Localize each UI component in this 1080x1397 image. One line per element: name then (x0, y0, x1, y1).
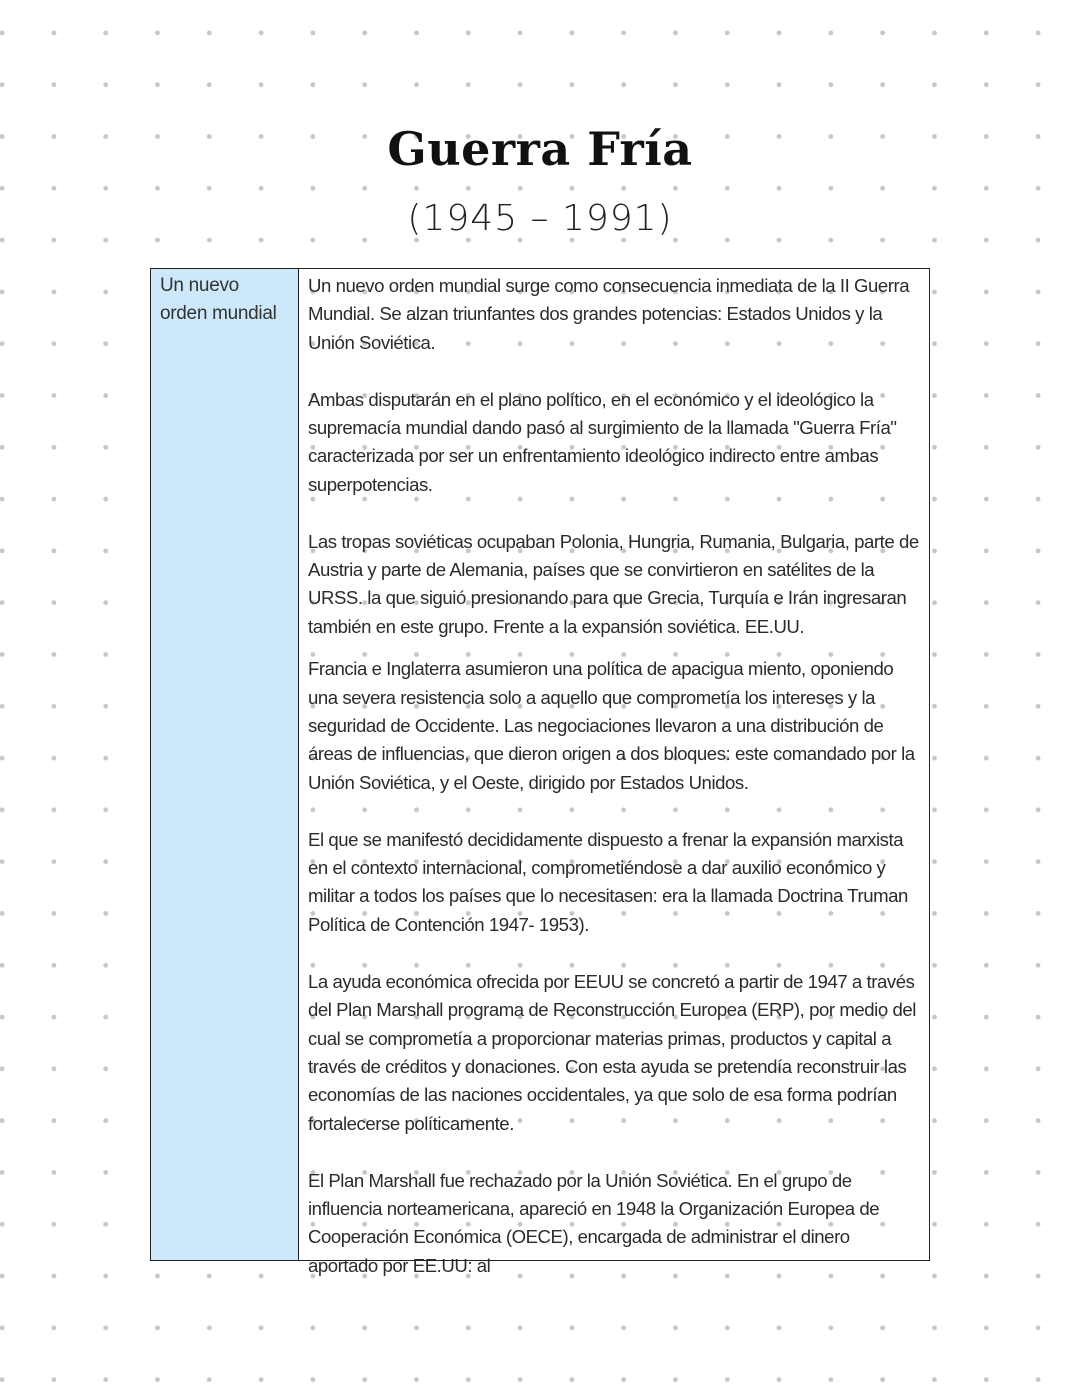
topic-cell: Un nuevo orden mundial (151, 269, 299, 1260)
page-title: Guerra Fría (387, 122, 693, 176)
paragraph-doctrina-truman: El que se manifestó decididamente dispuesto a frenar la expansión marxista en el contexto internacional, comprometiéndose a dar auxilio económico y militar a todos los países que lo necesitasen: era la llamada Doctrina Truman Política de Contención 1947- 1953). (308, 828, 908, 935)
content-cell (299, 269, 929, 1276)
paragraph-guerra-fria: Ambas disputarán en el plano político, en el económico y el ideológico la supremacía mundial dando pasó al surgimiento de la llamada "Guerra Fría" caracterizada por ser un enfrentamiento ideológico indirecto entre ambas superpotencias. (308, 388, 897, 495)
notes-table (150, 268, 930, 1276)
date-range: (1945 – 1991) (407, 198, 673, 239)
paragraph-intro: Un nuevo orden mundial surge como consecuencia inmediata de la II Guerra Mundial. Se alzan triunfantes dos grandes potencias: Estados Unidos y la Unión Soviética. (308, 275, 910, 353)
paragraph-plan-marshall: La ayuda económica ofrecida por EEUU se concretó a partir de 1947 a través del Plan Marshall programa de Reconstrucción Europea (ERP), por medio del cual se comprometía a proporcionar materias primas, productos y capital a través de créditos y donaciones. Con esta ayuda se pretendía reconstruir las economías de las naciones occidentales, ya que solo de esa forma podrían fortalecerse políticamente. (308, 970, 916, 1134)
paragraph-oece: El Plan Marshall fue rechazado por la Unión Soviética. En el grupo de influencia norteamericana, apareció en 1948 la Organización Europea de Cooperación Económica (OECE), encargada de administrar el dinero aportado por EE.UU: al (308, 1169, 880, 1276)
paragraph-tropas-sovieticas: Las tropas soviéticas ocupaban Polonia, Hungria, Rumania, Bulgaria, parte de Austria y parte de Alemania, países que se convirtieron en satélites de la URSS. la que siguió presionando para que Grecia, Turquía e Irán ingresaran también en este grupo. Frente a la expansión soviética. EE.UU. (308, 530, 919, 637)
paragraph-francia-inglaterra: Francia e Inglaterra asumieron una política de apacigua miento, oponiendo una severa resistencia solo a aquello que comprometía los intereses y la seguridad de Occidente. Las negociaciones llevaron a una distribución de áreas de influencias, que dieron origen a dos bloques: este comandado por la Unión Soviética, y el Oeste, dirigido por Estados Unidos. (308, 658, 915, 793)
